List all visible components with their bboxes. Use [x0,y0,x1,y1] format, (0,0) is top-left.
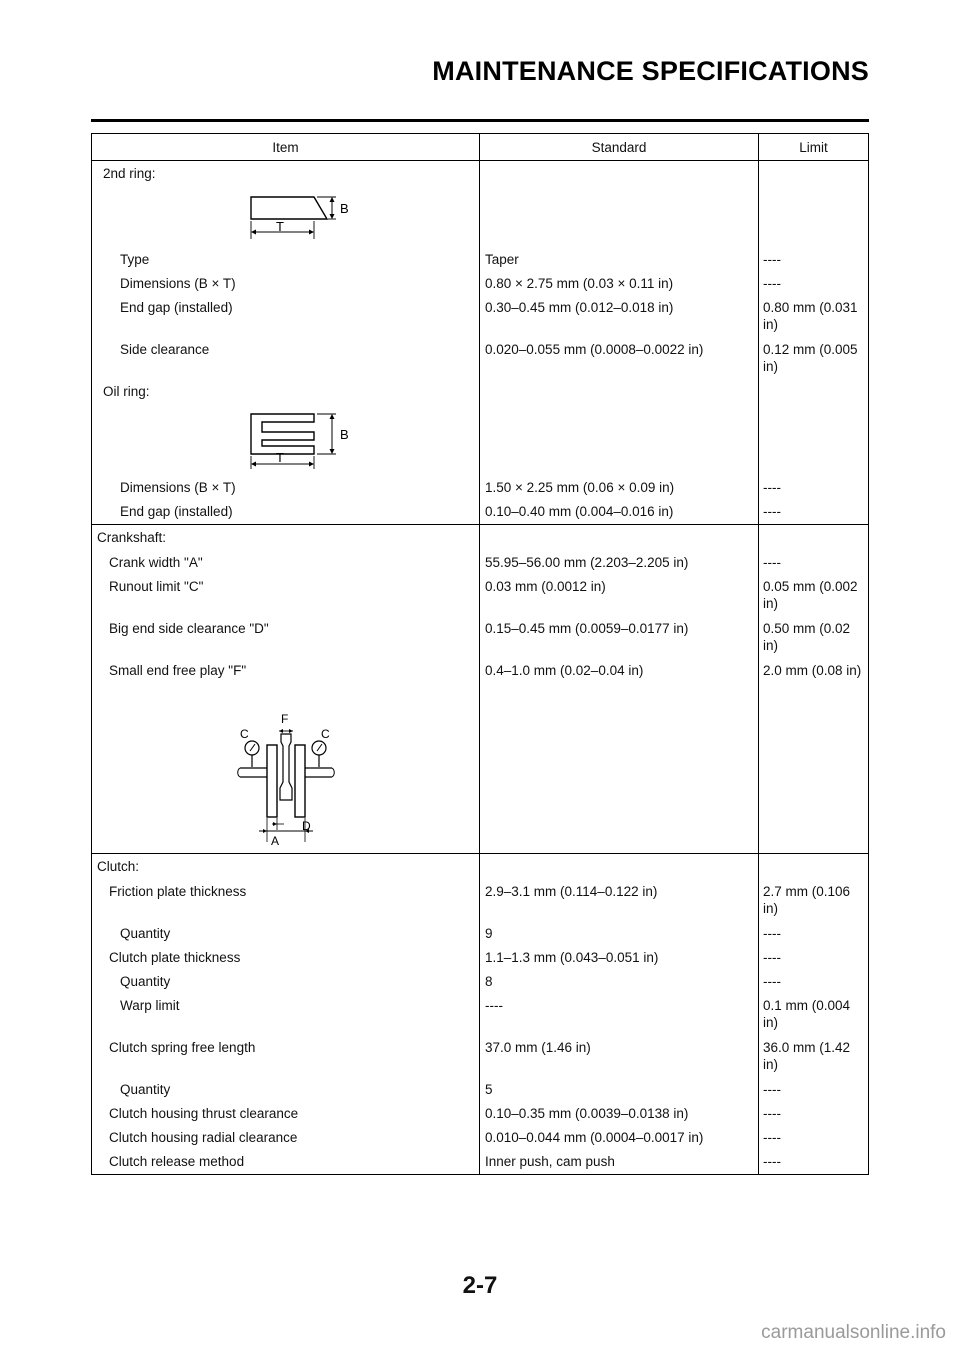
section-heading: 2nd ring: [103,166,156,181]
page-title: MAINTENANCE SPECIFICATIONS [432,56,869,86]
spec-table [91,133,869,1175]
limit-value: ---- [763,276,781,291]
item-crank-width: Crank width "A" [109,555,203,570]
limit-value: ---- [763,1154,781,1169]
standard-value: 0.4–1.0 mm (0.02–0.04 in) [485,663,644,678]
label-c-left: C [240,727,249,741]
section-heading: Oil ring: [103,384,150,399]
limit-value: 36.0 mm (1.42 in) [763,1040,851,1072]
limit-value: ---- [763,504,781,519]
page-number: 2-7 [462,1272,498,1299]
item-side-clearance: Side clearance [120,342,210,357]
limit-value: ---- [763,1106,781,1121]
item-big-end-clearance: Big end side clearance "D" [109,621,269,636]
section-crankshaft [92,525,868,854]
limit-value: ---- [763,1130,781,1145]
standard-value: 55.95–56.00 mm (2.203–2.205 in) [485,555,689,570]
limit-value: ---- [763,974,781,989]
section-piston-rings [92,161,868,525]
standard-value: Taper [485,252,519,267]
standard-value: 0.15–0.45 mm (0.0059–0.0177 in) [485,621,689,636]
label-t: T [276,450,284,465]
standard-value: 2.9–3.1 mm (0.114–0.122 in) [485,884,658,899]
section-heading: Clutch: [97,859,140,874]
standard-value: 8 [485,974,493,989]
standard-value: 9 [485,926,493,941]
item-quantity: Quantity [120,1082,171,1097]
standard-value: Inner push, cam push [485,1154,615,1169]
standard-value: 37.0 mm (1.46 in) [485,1040,591,1055]
limit-value: ---- [763,480,781,495]
item-housing-radial-clearance: Clutch housing radial clearance [109,1130,298,1145]
item-dimensions: Dimensions (B × T) [120,276,236,291]
second-ring-figure [242,191,362,243]
item-housing-thrust-clearance: Clutch housing thrust clearance [109,1106,299,1121]
section-clutch [92,854,868,1174]
label-d: D [302,819,311,833]
limit-value: 0.1 mm (0.004 in) [763,998,851,1030]
standard-value: 0.80 × 2.75 mm (0.03 × 0.11 in) [485,276,674,291]
item-quantity: Quantity [120,974,171,989]
standard-value: 5 [485,1082,493,1097]
item-end-gap: End gap (installed) [120,300,233,315]
watermark: carmanualsonline.info [761,1322,946,1343]
oil-ring-figure [242,411,362,471]
item-runout-limit: Runout limit "C" [109,579,204,594]
limit-value: 2.0 mm (0.08 in) [763,663,862,678]
limit-value: ---- [763,252,781,267]
standard-value: 0.30–0.45 mm (0.012–0.018 in) [485,300,674,315]
label-f: F [281,712,289,726]
standard-value: 1.1–1.3 mm (0.043–0.051 in) [485,950,659,965]
limit-value: ---- [763,555,781,570]
standard-value: 1.50 × 2.25 mm (0.06 × 0.09 in) [485,480,675,495]
limit-value: ---- [763,950,781,965]
item-release-method: Clutch release method [109,1154,245,1169]
item-warp-limit: Warp limit [120,998,180,1013]
item-type: Type [120,252,150,267]
standard-value: 0.020–0.055 mm (0.0008–0.0022 in) [485,342,704,357]
table-header [92,134,868,161]
item-spring-free-length: Clutch spring free length [109,1040,256,1055]
item-clutch-plate-thickness: Clutch plate thickness [109,950,241,965]
item-dimensions: Dimensions (B × T) [120,480,236,495]
header-item: Item [92,134,480,160]
header-limit: Limit [799,139,828,155]
crankshaft-figure [232,710,342,846]
standard-value: 0.010–0.044 mm (0.0004–0.0017 in) [485,1130,704,1145]
label-a: A [271,834,280,846]
limit-value: 0.80 mm (0.031 in) [763,300,858,332]
label-b: B [340,201,349,216]
limit-value: 0.05 mm (0.002 in) [763,579,858,611]
item-end-gap: End gap (installed) [120,504,233,519]
section-heading: Crankshaft: [97,530,167,545]
standard-value: 0.10–0.40 mm (0.004–0.016 in) [485,504,674,519]
limit-value: ---- [763,1082,781,1097]
item-friction-plate-thickness: Friction plate thickness [109,884,247,899]
standard-value: ---- [485,998,503,1013]
limit-value: ---- [763,926,781,941]
header-rule [91,119,869,122]
label-b: B [340,427,349,442]
limit-value: 2.7 mm (0.106 in) [763,884,851,916]
item-small-end-play: Small end free play "F" [109,663,247,678]
standard-value: 0.10–0.35 mm (0.0039–0.0138 in) [485,1106,689,1121]
standard-value: 0.03 mm (0.0012 in) [485,579,606,594]
limit-value: 0.50 mm (0.02 in) [763,621,851,653]
header-standard: Standard [480,134,759,160]
label-t: T [276,219,284,234]
limit-value: 0.12 mm (0.005 in) [763,342,858,374]
item-quantity: Quantity [120,926,171,941]
label-c-right: C [321,727,330,741]
